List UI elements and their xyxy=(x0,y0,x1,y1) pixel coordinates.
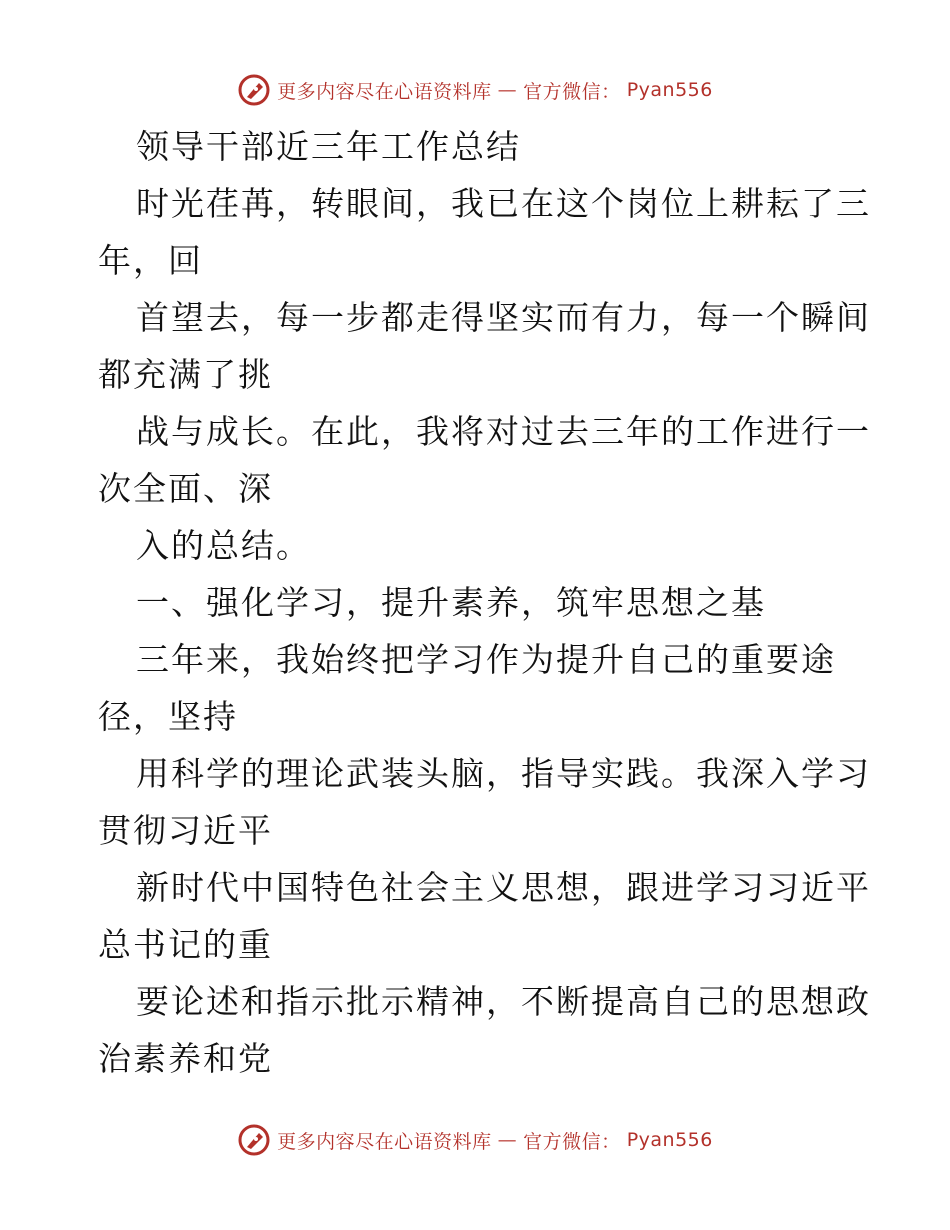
watermark-wechat-id: Pyan556 xyxy=(626,1129,713,1151)
text-line: 总书记的重 xyxy=(98,925,273,964)
text-line: 新时代中国特色社会主义思想，跟进学习习近平 xyxy=(136,868,871,907)
watermark-wechat-id: Pyan556 xyxy=(626,79,713,101)
pen-nib-seal-icon xyxy=(237,73,271,107)
text-line: 都充满了挑 xyxy=(98,355,273,394)
text-line: 年，回 xyxy=(98,241,203,280)
watermark-separator: — xyxy=(497,79,518,101)
text-line: 时光荏苒，转眼间，我已在这个岗位上耕耘了三 xyxy=(136,184,871,223)
watermark-separator: — xyxy=(497,1129,518,1151)
text-line: 径，坚持 xyxy=(98,697,238,736)
text-line: 一、强化学习，提升素养，筑牢思想之基 xyxy=(136,583,766,622)
text-line: 入的总结。 xyxy=(136,526,311,565)
watermark-wechat-label: 官方微信： xyxy=(523,80,621,103)
text-line: 领导干部近三年工作总结 xyxy=(136,127,521,166)
text-line: 首望去，每一步都走得坚实而有力，每一个瞬间 xyxy=(136,298,871,337)
text-line: 用科学的理论武装头脑，指导实践。我深入学习 xyxy=(136,754,871,793)
text-line: 次全面、深 xyxy=(98,469,273,508)
document-body xyxy=(98,118,871,1087)
footer-watermark xyxy=(0,1120,950,1160)
text-line: 三年来，我始终把学习作为提升自己的重要途 xyxy=(136,640,836,679)
watermark-text: 更多内容尽在心语资料库 xyxy=(277,80,492,103)
header-watermark xyxy=(0,70,950,110)
watermark-text: 更多内容尽在心语资料库 xyxy=(277,1130,492,1153)
text-line: 治素养和党 xyxy=(98,1039,273,1078)
pen-nib-seal-icon xyxy=(237,1123,271,1157)
watermark-wechat-label: 官方微信： xyxy=(523,1130,621,1153)
text-line: 战与成长。在此，我将对过去三年的工作进行一 xyxy=(136,412,871,451)
text-line: 要论述和指示批示精神，不断提高自己的思想政 xyxy=(136,982,871,1021)
text-line: 贯彻习近平 xyxy=(98,811,273,850)
